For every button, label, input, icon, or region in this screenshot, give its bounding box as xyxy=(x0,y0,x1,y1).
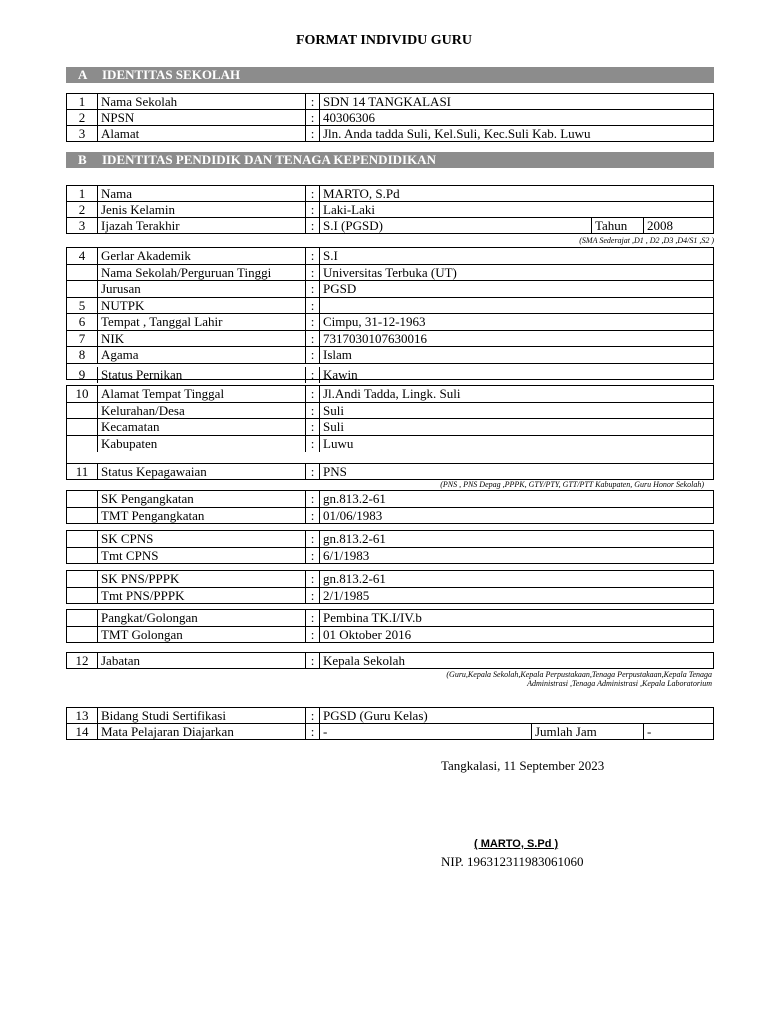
table-row xyxy=(67,94,713,110)
row-label: Agama xyxy=(98,347,306,363)
section-a-header xyxy=(66,67,714,83)
row-label: Kecamatan xyxy=(98,419,306,435)
table-row xyxy=(67,419,713,436)
row-colon: : xyxy=(306,571,320,587)
row-value: PGSD (Guru Kelas) xyxy=(323,708,428,723)
row-value: 2/1/1985 xyxy=(323,587,370,603)
row-value xyxy=(320,298,713,314)
row-number xyxy=(67,508,98,525)
table-row xyxy=(67,314,713,331)
row-colon: : xyxy=(306,314,320,330)
row-number: 11 xyxy=(67,464,98,480)
row-value: Cimpu, 31-12-1963 xyxy=(323,314,426,329)
table-row xyxy=(67,508,713,525)
row-number xyxy=(67,436,98,453)
row-colon: : xyxy=(306,347,320,363)
row-number: 2 xyxy=(67,110,98,125)
row-colon: : xyxy=(306,436,320,453)
year-label: Tahun xyxy=(591,218,643,234)
row-value: Kawin xyxy=(323,366,358,382)
hours-value: - xyxy=(643,724,713,740)
row-value: 6/1/1983 xyxy=(323,547,370,563)
row-colon: : xyxy=(306,94,320,109)
row-number: 1 xyxy=(67,94,98,109)
row-value: Jln. Anda tadda Suli, Kel.Suli, Kec.Suli Kab. Luwu xyxy=(323,126,591,141)
row-value: Kepala Sekolah xyxy=(323,653,405,668)
row-colon: : xyxy=(306,627,320,644)
row-value: Suli xyxy=(323,402,344,418)
row-label: NUTPK xyxy=(98,298,306,314)
row-number xyxy=(67,281,98,297)
row-number xyxy=(67,571,98,587)
row-label: TMT Pengangkatan xyxy=(98,508,306,525)
row-label: Jurusan xyxy=(98,281,306,297)
row-label: NIK xyxy=(98,331,306,347)
place-date: Tangkalasi, 11 September 2023 xyxy=(441,758,605,773)
row-label: Status Kepagawaian xyxy=(98,464,306,480)
row-colon: : xyxy=(306,708,320,723)
row-label: Mata Pelajaran Diajarkan xyxy=(98,724,306,740)
table-row xyxy=(67,708,713,724)
row-label: Tmt CPNS xyxy=(98,548,306,565)
table-row xyxy=(67,436,713,453)
table-row xyxy=(67,347,713,364)
row-colon: : xyxy=(306,491,320,507)
row-colon: : xyxy=(306,248,320,264)
row-number: 2 xyxy=(67,202,98,217)
row-value: 01/06/1983 xyxy=(323,507,383,523)
row-number: 4 xyxy=(67,248,98,264)
row-value: Islam xyxy=(323,347,352,362)
row-colon: : xyxy=(306,531,320,547)
row-number: 1 xyxy=(67,186,98,201)
row-colon: : xyxy=(306,186,320,201)
row-value: gn.813.2-61 xyxy=(323,531,386,546)
table-row xyxy=(67,653,713,669)
row-colon: : xyxy=(306,298,320,314)
row-value: 7317030107630016 xyxy=(323,330,427,346)
table-row xyxy=(67,281,713,298)
row-value: - xyxy=(323,724,328,739)
table-row xyxy=(67,202,713,218)
row-number: 13 xyxy=(67,708,98,723)
cpns-table xyxy=(66,530,714,564)
row-colon: : xyxy=(306,548,320,565)
row-colon: : xyxy=(306,508,320,525)
row-value: S.I xyxy=(323,248,338,263)
row-label: Alamat xyxy=(98,126,306,142)
table-row xyxy=(67,403,713,420)
row-colon: : xyxy=(306,265,320,281)
ijazah-note: (SMA Sederajat ,D1 , D2 ,D3 ,D4/S1 ,S2 ) xyxy=(579,236,714,245)
row-value: PNS xyxy=(323,464,347,479)
row-colon: : xyxy=(306,110,320,125)
sk-table xyxy=(66,490,714,524)
table-row xyxy=(67,531,713,548)
row-label: Nama xyxy=(98,186,306,201)
row-value: 01 Oktober 2016 xyxy=(323,626,412,642)
row-number: 12 xyxy=(67,653,98,669)
row-colon: : xyxy=(306,610,320,626)
table-row xyxy=(67,218,713,234)
row-colon: : xyxy=(306,724,320,740)
row-number: 8 xyxy=(67,347,98,363)
row-number xyxy=(67,403,98,419)
section-b-header xyxy=(66,152,714,168)
table-row xyxy=(67,491,713,508)
row-label: NPSN xyxy=(98,110,306,125)
year-value: 2008 xyxy=(643,218,713,234)
row-colon: : xyxy=(306,386,320,402)
row-value: 40306306 xyxy=(323,110,375,125)
table-row xyxy=(67,464,713,480)
row-colon: : xyxy=(306,126,320,142)
signer-name: ( MARTO, S.Pd ) xyxy=(474,838,559,850)
row-number xyxy=(67,531,98,547)
academic-table xyxy=(66,247,714,380)
employment-table xyxy=(66,463,714,480)
row-colon: : xyxy=(306,464,320,480)
row-colon: : xyxy=(306,281,320,297)
row-value: SDN 14 TANGKALASI xyxy=(323,94,452,109)
row-value: Universitas Terbuka (UT) xyxy=(323,264,457,280)
row-value: PGSD xyxy=(323,281,357,296)
pangkat-table xyxy=(66,609,714,643)
row-value: Laki-Laki xyxy=(323,202,375,217)
table-row xyxy=(67,248,713,265)
section-title: IDENTITAS PENDIDIK DAN TENAGA KEPENDIDIKAN xyxy=(102,152,436,167)
row-label: SK Pengangkatan xyxy=(98,491,306,507)
table-row xyxy=(67,571,713,588)
row-number: 6 xyxy=(67,314,98,330)
section-letter: B xyxy=(78,152,87,167)
row-label: Gerlar Akademik xyxy=(98,248,306,264)
hours-label: Jumlah Jam xyxy=(531,724,643,740)
row-number: 3 xyxy=(67,218,98,234)
row-value: gn.813.2-61 xyxy=(323,571,386,586)
row-value: Pembina TK.I/IV.b xyxy=(323,610,422,625)
row-label: TMT Golongan xyxy=(98,627,306,644)
row-number xyxy=(67,419,98,435)
address-table xyxy=(66,385,714,464)
row-label: Jabatan xyxy=(98,653,306,669)
row-label: SK PNS/PPPK xyxy=(98,571,306,587)
row-colon: : xyxy=(306,367,320,384)
employment-note: (PNS , PNS Depag ,PPPK, GTY/PTY, GTT/PTT Kabupaten, Guru Honor Sekolah) xyxy=(440,480,704,489)
row-value: Suli xyxy=(323,419,344,434)
row-label: Nama Sekolah/Perguruan Tinggi xyxy=(98,265,306,281)
row-number: 7 xyxy=(67,331,98,347)
row-colon: : xyxy=(306,588,320,605)
basic-table xyxy=(66,185,714,234)
row-value: Luwu xyxy=(323,435,354,451)
table-row xyxy=(67,724,713,740)
row-number xyxy=(67,588,98,605)
row-value: MARTO, S.Pd xyxy=(323,186,400,201)
row-number: 10 xyxy=(67,386,98,402)
row-label: Tempat , Tanggal Lahir xyxy=(98,314,306,330)
row-label: Nama Sekolah xyxy=(98,94,306,109)
document-title: FORMAT INDIVIDU GURU xyxy=(295,33,473,48)
jabatan-table xyxy=(66,652,714,669)
row-number: 3 xyxy=(67,126,98,142)
row-number xyxy=(67,265,98,281)
row-value: S.I (PGSD) xyxy=(323,218,383,233)
table-row xyxy=(67,186,713,202)
section-letter: A xyxy=(78,67,88,82)
row-colon: : xyxy=(306,202,320,217)
table-row xyxy=(67,588,713,605)
row-label: Tmt PNS/PPPK xyxy=(98,588,306,605)
table-row xyxy=(67,627,713,644)
row-label: Ijazah Terakhir xyxy=(98,218,306,234)
row-colon: : xyxy=(306,653,320,669)
table-row xyxy=(67,367,713,384)
table-row xyxy=(67,331,713,348)
certification-table xyxy=(66,707,714,740)
row-number xyxy=(67,627,98,644)
row-colon: : xyxy=(306,331,320,347)
row-colon: : xyxy=(306,419,320,435)
row-label: Bidang Studi Sertifikasi xyxy=(98,708,306,723)
table-row xyxy=(67,386,713,403)
row-label: Alamat Tempat Tinggal xyxy=(98,386,306,402)
row-label: Kelurahan/Desa xyxy=(98,403,306,419)
row-label: Pangkat/Golongan xyxy=(98,610,306,626)
row-label: Jenis Kelamin xyxy=(98,202,306,217)
table-row xyxy=(67,610,713,627)
row-number: 9 xyxy=(67,367,98,384)
row-number: 14 xyxy=(67,724,98,740)
row-number xyxy=(67,610,98,626)
nip: NIP. 196312311983061060 xyxy=(441,854,584,869)
row-number: 5 xyxy=(67,298,98,314)
table-row xyxy=(67,126,713,142)
section-title: IDENTITAS SEKOLAH xyxy=(102,67,241,82)
pns-table xyxy=(66,570,714,604)
row-number xyxy=(67,491,98,507)
table-row xyxy=(67,298,713,315)
table-row xyxy=(67,110,713,126)
row-number xyxy=(67,548,98,565)
row-label: Status Pernikan xyxy=(98,367,306,384)
jabatan-note-line-1: (Guru,Kepala Sekolah,Kepala Perpustakaan,Tenaga Perpustakaan,Kepala Tenaga xyxy=(446,670,712,679)
row-value: Jl.Andi Tadda, Lingk. Suli xyxy=(323,386,461,401)
row-colon: : xyxy=(306,403,320,419)
table-row xyxy=(67,265,713,282)
jabatan-note-line-2: Administrasi ,Tenaga Administrasi ,Kepala Laboratorium xyxy=(527,679,712,688)
row-label: SK CPNS xyxy=(98,531,306,547)
school-table xyxy=(66,93,714,142)
row-value: gn.813.2-61 xyxy=(323,491,386,506)
row-label: Kabupaten xyxy=(98,436,306,453)
row-colon: : xyxy=(306,218,320,234)
table-row xyxy=(67,548,713,565)
